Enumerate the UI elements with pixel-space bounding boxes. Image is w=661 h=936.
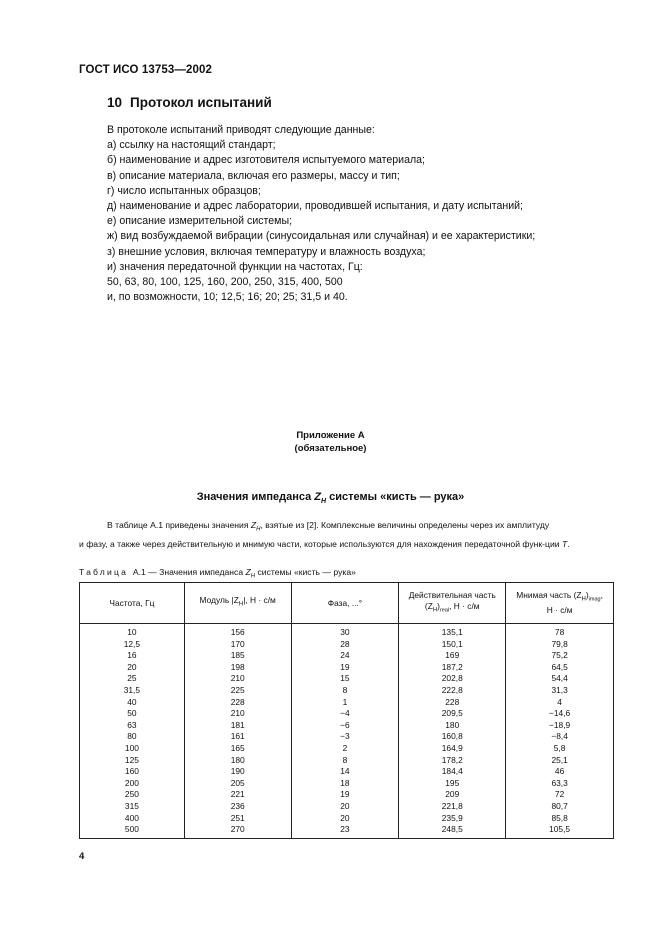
header-text bbox=[509, 590, 610, 606]
table-cell: 210 bbox=[184, 708, 291, 720]
table-cell: 1 bbox=[291, 697, 399, 709]
table-cell: 185 bbox=[184, 650, 291, 662]
table-cell: 270 bbox=[184, 824, 291, 838]
body-line: и, по возможности, 10; 12,5; 16; 20; 25; 31,5 и 40. bbox=[107, 291, 348, 304]
section-number: 10 bbox=[107, 95, 123, 110]
table-cell: 210 bbox=[184, 673, 291, 685]
table-cell: 25,1 bbox=[506, 755, 614, 767]
header-real-part bbox=[399, 583, 506, 624]
table-header-row bbox=[80, 583, 614, 624]
header-subscript: H bbox=[432, 607, 438, 614]
paragraph-text: В таблице А.1 приведены значения bbox=[107, 520, 251, 530]
symbol-z: Z bbox=[314, 491, 322, 503]
table-body bbox=[80, 624, 614, 839]
symbol-z: Z bbox=[245, 567, 251, 577]
table-caption bbox=[79, 567, 356, 580]
header-subscript: real bbox=[439, 607, 450, 614]
table-cell: 75,2 bbox=[506, 650, 614, 662]
table-cell: 195 bbox=[399, 778, 506, 790]
table-cell: 24 bbox=[291, 650, 399, 662]
table-row bbox=[80, 801, 614, 813]
appendix-status: (обязательное) bbox=[294, 443, 367, 454]
table-cell: 105,5 bbox=[506, 824, 614, 838]
table-row bbox=[80, 789, 614, 801]
table-cell: 198 bbox=[184, 662, 291, 674]
table-cell: 16 bbox=[80, 650, 185, 662]
appendix-paragraph bbox=[79, 518, 612, 552]
table-cell: 54,4 bbox=[506, 673, 614, 685]
table-cell: 100 bbox=[80, 743, 185, 755]
table-row bbox=[80, 624, 614, 639]
table-cell: 46 bbox=[506, 766, 614, 778]
body-line: и) значения передаточной функции на частотах, Гц: bbox=[107, 260, 363, 273]
table-cell: 205 bbox=[184, 778, 291, 790]
table-row bbox=[80, 662, 614, 674]
table-cell: −4 bbox=[291, 708, 399, 720]
body-line: 50, 63, 80, 100, 125, 160, 200, 250, 315, 400, 500 bbox=[107, 276, 343, 289]
table-cell: 40 bbox=[80, 697, 185, 709]
table-row bbox=[80, 731, 614, 743]
appendix-label: Приложение А bbox=[296, 430, 365, 441]
table-cell: 150,1 bbox=[399, 639, 506, 651]
table-cell: 18 bbox=[291, 778, 399, 790]
paragraph-text: и фазу, а также через действительную и мнимую части, которые используются для нахождения передаточной функ-ции bbox=[79, 539, 562, 550]
document-header: ГОСТ ИСО 13753—2002 bbox=[79, 64, 212, 76]
table-cell: 20 bbox=[80, 662, 185, 674]
table-row bbox=[80, 766, 614, 778]
table-cell: 181 bbox=[184, 720, 291, 732]
table-cell: 8 bbox=[291, 755, 399, 767]
table-cell: 170 bbox=[184, 639, 291, 651]
table-cell: 156 bbox=[184, 624, 291, 639]
table-cell: 202,8 bbox=[399, 673, 506, 685]
paragraph-text: , взятые из [2]. Комплексные величины определены через их амплитуду bbox=[260, 520, 550, 530]
table-cell: 169 bbox=[399, 650, 506, 662]
body-line: д) наименование и адрес лаборатории, проводившей испытания, и дату испытаний; bbox=[107, 200, 523, 213]
appendix-title-text: Значения импеданса bbox=[196, 491, 315, 503]
table-cell: 400 bbox=[80, 813, 185, 825]
table-caption-text: системы «кисть — рука» bbox=[255, 567, 356, 577]
table-cell: 63 bbox=[80, 720, 185, 732]
table-cell: 221,8 bbox=[399, 801, 506, 813]
header-frequency: Частота, Гц bbox=[80, 583, 185, 624]
symbol-z: Z bbox=[250, 520, 257, 530]
header-text bbox=[402, 601, 502, 617]
table-cell: 2 bbox=[291, 743, 399, 755]
table-row bbox=[80, 743, 614, 755]
table-cell: −14,6 bbox=[506, 708, 614, 720]
table-cell: 14 bbox=[291, 766, 399, 778]
table-cell: 184,4 bbox=[399, 766, 506, 778]
header-text: |, Н · с/м bbox=[243, 595, 276, 606]
table-cell: 79,8 bbox=[506, 639, 614, 651]
table-cell: 5,8 bbox=[506, 743, 614, 755]
appendix-title-text: системы «кисть — рука» bbox=[326, 491, 465, 503]
table-cell: 80,7 bbox=[506, 801, 614, 813]
table-cell: 135,1 bbox=[399, 624, 506, 639]
header-text: Мнимая часть (Z bbox=[516, 589, 582, 600]
header-text: Действительная часть bbox=[408, 589, 496, 600]
table-cell: 31,5 bbox=[80, 685, 185, 697]
table-row bbox=[80, 685, 614, 697]
paragraph-line bbox=[79, 537, 612, 552]
body-line: е) описание измерительной системы; bbox=[107, 215, 293, 228]
table-row bbox=[80, 697, 614, 709]
body-line: б) наименование и адрес изготовителя испытуемого материала; bbox=[107, 154, 425, 167]
table-cell: 500 bbox=[80, 824, 185, 838]
table-cell: 64,5 bbox=[506, 662, 614, 674]
table-cell: 222,8 bbox=[399, 685, 506, 697]
table-row bbox=[80, 755, 614, 767]
header-text: Модуль |Z bbox=[199, 595, 239, 606]
header-text: Н · с/м bbox=[546, 605, 573, 616]
table-cell: 225 bbox=[184, 685, 291, 697]
table-caption-text: А.1 — Значения импеданса bbox=[132, 567, 246, 577]
table-cell: 72 bbox=[506, 789, 614, 801]
impedance-table bbox=[79, 582, 614, 839]
paragraph-text: . bbox=[567, 539, 570, 550]
table-row bbox=[80, 824, 614, 838]
table-cell: 187,2 bbox=[399, 662, 506, 674]
appendix-title bbox=[0, 491, 661, 505]
table-cell: 12,5 bbox=[80, 639, 185, 651]
table-cell: 10 bbox=[80, 624, 185, 639]
symbol-subscript: H bbox=[256, 526, 261, 533]
header-subscript: H bbox=[581, 596, 586, 603]
table-cell: 19 bbox=[291, 662, 399, 674]
table-cell: 190 bbox=[184, 766, 291, 778]
table-cell: 251 bbox=[184, 813, 291, 825]
table-cell: 315 bbox=[80, 801, 185, 813]
body-line: з) внешние условия, включая температуру и влажность воздуха; bbox=[107, 245, 426, 258]
page-number: 4 bbox=[79, 851, 85, 862]
body-line: г) число испытанных образцов; bbox=[107, 184, 261, 197]
header-text: (Z bbox=[424, 600, 433, 611]
symbol-subscript: H bbox=[321, 498, 327, 506]
table-cell: 30 bbox=[291, 624, 399, 639]
section-title bbox=[107, 95, 272, 110]
header-subscript: H bbox=[238, 601, 244, 608]
body-line: а) ссылку на настоящий стандарт; bbox=[107, 139, 276, 152]
table-cell: 235,9 bbox=[399, 813, 506, 825]
table-cell: 50 bbox=[80, 708, 185, 720]
paragraph-line bbox=[79, 518, 612, 537]
table-cell: 28 bbox=[291, 639, 399, 651]
section-title-text: Протокол испытаний bbox=[130, 95, 272, 110]
table-cell: 165 bbox=[184, 743, 291, 755]
table-cell: 221 bbox=[184, 789, 291, 801]
table-cell: 209 bbox=[399, 789, 506, 801]
symbol-t: T bbox=[561, 539, 568, 550]
table-caption-word: Таблица bbox=[79, 567, 129, 577]
table-cell: 250 bbox=[80, 789, 185, 801]
table-cell: 180 bbox=[399, 720, 506, 732]
table-cell: 160 bbox=[80, 766, 185, 778]
table-cell: 228 bbox=[184, 697, 291, 709]
table-row bbox=[80, 708, 614, 720]
table-cell: −8,4 bbox=[506, 731, 614, 743]
table-cell: 31,3 bbox=[506, 685, 614, 697]
header-imag-part bbox=[506, 583, 614, 624]
table-cell: 164,9 bbox=[399, 743, 506, 755]
body-line: в) описание материала, включая его размеры, массу и тип; bbox=[107, 169, 400, 182]
table-cell: 4 bbox=[506, 697, 614, 709]
table-cell: 20 bbox=[291, 813, 399, 825]
table-row bbox=[80, 813, 614, 825]
section-body bbox=[107, 123, 577, 305]
table-cell: 85,8 bbox=[506, 813, 614, 825]
table-row bbox=[80, 778, 614, 790]
table-cell: 228 bbox=[399, 697, 506, 709]
table-cell: 161 bbox=[184, 731, 291, 743]
table-cell: 63,3 bbox=[506, 778, 614, 790]
header-text: ) bbox=[585, 589, 589, 600]
table-cell: 160,8 bbox=[399, 731, 506, 743]
table-cell: 20 bbox=[291, 801, 399, 813]
table-cell: 125 bbox=[80, 755, 185, 767]
table-cell: 248,5 bbox=[399, 824, 506, 838]
symbol-subscript: H bbox=[250, 573, 256, 580]
header-modulus bbox=[184, 583, 291, 624]
table-cell: 209,5 bbox=[399, 708, 506, 720]
header-phase: Фаза, ...° bbox=[291, 583, 399, 624]
table-cell: 80 bbox=[80, 731, 185, 743]
table-cell: 200 bbox=[80, 778, 185, 790]
body-line: В протоколе испытаний приводят следующие данные: bbox=[107, 124, 375, 136]
table-row bbox=[80, 639, 614, 651]
table-cell: 23 bbox=[291, 824, 399, 838]
table-cell: 19 bbox=[291, 789, 399, 801]
header-subscript: imag bbox=[588, 596, 601, 603]
header-text: , Н · с/м bbox=[449, 600, 480, 611]
table-row bbox=[80, 650, 614, 662]
header-text: ) bbox=[437, 600, 440, 611]
table-cell: 180 bbox=[184, 755, 291, 767]
table-cell: 178,2 bbox=[399, 755, 506, 767]
table-cell: −6 bbox=[291, 720, 399, 732]
table-row bbox=[80, 720, 614, 732]
table-cell: −18,9 bbox=[506, 720, 614, 732]
table-row bbox=[80, 673, 614, 685]
table-cell: 15 bbox=[291, 673, 399, 685]
table-cell: 78 bbox=[506, 624, 614, 639]
table-cell: −3 bbox=[291, 731, 399, 743]
table-cell: 236 bbox=[184, 801, 291, 813]
table-cell: 25 bbox=[80, 673, 185, 685]
header-text: , bbox=[600, 589, 603, 600]
body-line: ж) вид возбуждаемой вибрации (синусоидальная или случайная) и ее характеристики; bbox=[107, 230, 536, 243]
table-cell: 8 bbox=[291, 685, 399, 697]
